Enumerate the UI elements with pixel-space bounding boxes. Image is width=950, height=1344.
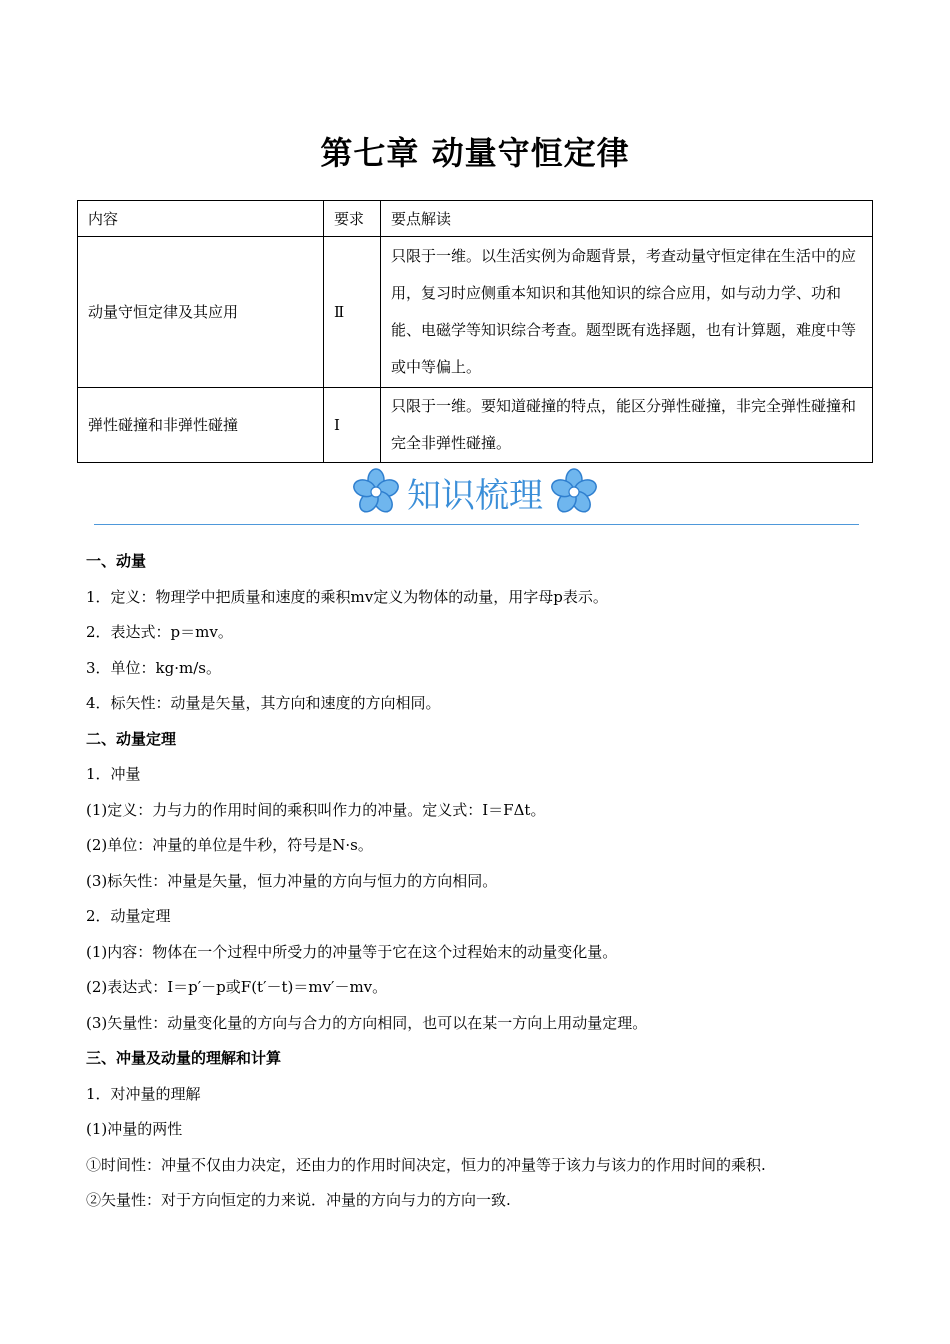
paragraph-line: 1．冲量 [86,765,141,783]
table-row [78,237,873,388]
banner-title: 知识梳理 [407,475,543,516]
header-key-points: 要点解读 [381,201,873,237]
paragraph-line: (3)矢量性：动量变化量的方向与合力的方向相同，也可以在某一方向上用动量定理。 [86,1013,648,1032]
paragraph-line: (1)内容：物体在一个过程中所受力的冲量等于它在这个过程始末的动量变化量。 [86,942,618,961]
row-content: 弹性碰撞和非弹性碰撞 [78,388,324,463]
section-divider [94,524,859,525]
paragraph-line: ①时间性：冲量不仅由力决定，还由力的作用时间决定，恒力的冲量等于该力与该力的作用时间的乘积. [86,1155,766,1174]
paragraph-line: ②矢量性：对于方向恒定的力来说．冲量的方向与力的方向一致. [86,1191,511,1209]
row-notes: 只限于一维。以生活实例为命题背景，考查动量守恒定律在生活中的应用，复习时应侧重本知识和其他知识的综合应用，如与动力学、功和能、电磁学等知识综合考查。题型既有选择题，也有计算题，难度中等或中等偏上。 [381,237,873,388]
chapter-title: 第七章 动量守恒定律 [320,134,630,172]
paragraph-line: (1)定义：力与力的作用时间的乘积叫作力的冲量。定义式：I＝FΔt。 [86,800,546,819]
paragraph-line: (3)标矢性：冲量是矢量，恒力冲量的方向与恒力的方向相同。 [86,871,498,890]
header-requirement: 要求 [324,201,381,237]
table-row [78,388,873,463]
notes-body [86,544,876,1219]
row-content: 动量守恒定律及其应用 [78,237,324,388]
cherry-blossom-icon [351,467,401,517]
header-content: 内容 [78,201,324,237]
knowledge-banner [345,464,605,520]
section-heading: 三、冲量及动量的理解和计算 [86,1049,282,1067]
row-level: Ⅰ [324,388,381,463]
paragraph-line: 4．标矢性：动量是矢量，其方向和速度的方向相同。 [86,694,441,712]
paragraph-line: 1．定义：物理学中把质量和速度的乘积mv定义为物体的动量，用字母p表示。 [86,587,608,606]
paragraph-line: 2．表达式：p＝mv。 [86,623,233,641]
section-heading: 一、动量 [86,552,147,570]
section-heading: 二、动量定理 [86,729,177,748]
requirements-table [77,200,873,463]
row-notes: 只限于一维。要知道碰撞的特点，能区分弹性碰撞，非完全弹性碰撞和完全非弹性碰撞。 [381,388,873,463]
paragraph-line: 2．动量定理 [86,907,171,925]
paragraph-line: (2)单位：冲量的单位是牛秒，符号是N·s。 [86,836,373,854]
paragraph-line: 1．对冲量的理解 [86,1084,201,1103]
paragraph-line: 3．单位：kg·m/s。 [86,658,221,677]
paragraph-line: (1)冲量的两性 [86,1120,183,1138]
paragraph-line: (2)表达式：I＝p′－p或F(t′－t)＝mv′－mv。 [86,978,388,996]
cherry-blossom-icon [549,467,599,517]
row-level: Ⅱ [324,237,381,388]
table-header-row [78,201,873,237]
